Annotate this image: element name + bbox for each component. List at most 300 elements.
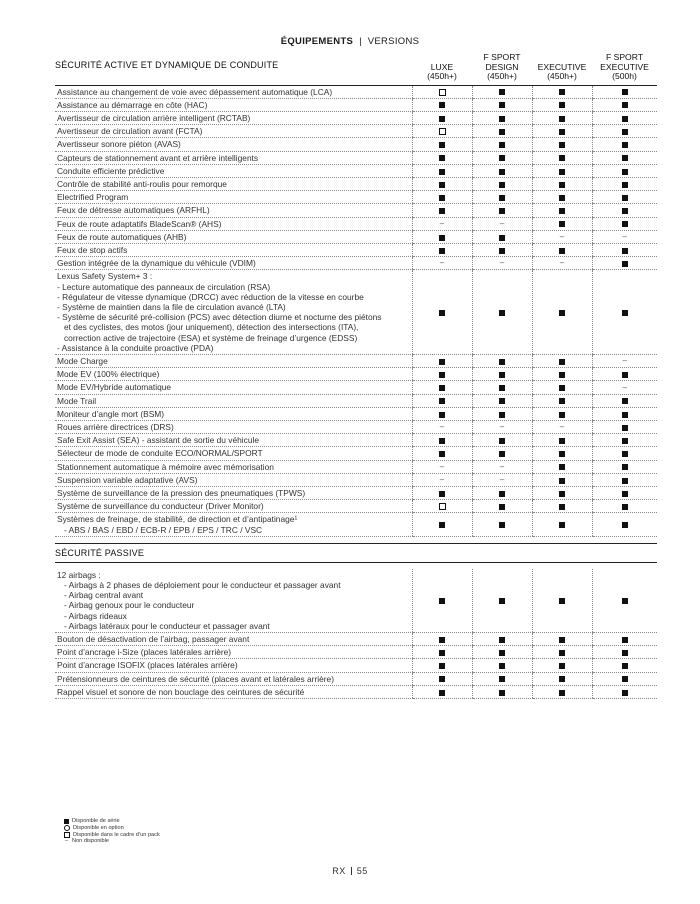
availability-cell (412, 368, 472, 381)
standard-square-icon (622, 102, 628, 108)
legend-item (64, 818, 160, 825)
feature-label-line: Avertisseur sonore piéton (AVAS) (57, 139, 181, 150)
standard-square-icon (439, 248, 445, 254)
standard-square-icon (559, 142, 565, 148)
table-row (55, 447, 657, 460)
standard-square-icon (499, 129, 505, 135)
standard-square-icon (622, 221, 628, 227)
availability-cell (592, 500, 657, 513)
availability-cell (592, 151, 657, 164)
feature-label (55, 204, 412, 217)
availability-cell (412, 685, 472, 698)
table-row (55, 125, 657, 138)
column-header-line: EXECUTIVE (600, 61, 649, 72)
feature-label-line: Système de surveillance de la pression des pneumatiques (TPWS) (57, 488, 306, 498)
availability-cell (472, 111, 532, 124)
availability-cell (472, 447, 532, 460)
standard-square-icon (559, 663, 565, 669)
availability-cell (412, 381, 472, 394)
availability-cell (412, 354, 472, 367)
standard-square-icon (499, 182, 505, 188)
availability-cell (412, 434, 472, 447)
standard-square-icon (622, 425, 628, 431)
standard-square-icon (559, 195, 565, 201)
availability-cell (412, 513, 472, 536)
feature-label-line: - Régulateur de vitesse dynamique (DRCC) avec réduction de la vitesse en courbe (57, 291, 364, 302)
availability-cell (532, 685, 592, 698)
pack-square-outline-icon (439, 128, 446, 135)
not-available-dash-icon: – (439, 475, 445, 485)
availability-cell (472, 230, 532, 243)
standard-square-icon (499, 248, 505, 254)
table-row (55, 191, 657, 204)
availability-cell (472, 659, 532, 672)
standard-square-icon (622, 116, 628, 122)
not-available-dash-icon: – (559, 258, 565, 268)
availability-cell (412, 243, 472, 256)
availability-cell (592, 447, 657, 460)
availability-cell (592, 394, 657, 407)
availability-cell (592, 659, 657, 672)
standard-square-icon (559, 129, 565, 135)
table-row (55, 217, 657, 230)
legend-text: Disponible de série (72, 818, 120, 824)
standard-square-icon (622, 248, 628, 254)
standard-square-icon (499, 637, 505, 643)
legend-item (64, 825, 160, 832)
column-header-line: LUXE (430, 61, 454, 72)
section-title-passive: SÉCURITÉ PASSIVE (55, 543, 657, 562)
standard-square-icon (499, 372, 505, 378)
availability-cell (472, 420, 532, 433)
standard-square-icon (622, 650, 628, 656)
feature-label-line: Electrified Program (57, 192, 129, 203)
standard-square-icon (622, 195, 628, 201)
standard-square-icon (499, 451, 505, 457)
table-row (55, 270, 657, 355)
standard-square-icon (622, 690, 628, 696)
feature-label (55, 633, 412, 646)
table-row (55, 407, 657, 420)
feature-label-line: Assistance au démarrage en côte (HAC) (57, 99, 208, 110)
table-row (55, 685, 657, 698)
feature-label-line: Roues arrière directrices (DRS) (57, 421, 174, 432)
feature-label (55, 354, 412, 367)
standard-square-icon (622, 182, 628, 188)
standard-square-icon (559, 169, 565, 175)
standard-square-icon (559, 504, 565, 510)
standard-square-icon (439, 676, 445, 682)
availability-cell (472, 204, 532, 217)
feature-label-line: Moniteur d’angle mort (BSM) (57, 408, 165, 419)
standard-square-icon (559, 690, 565, 696)
standard-square-icon (499, 663, 505, 669)
feature-label-line: Feux de stop actifs (57, 244, 128, 255)
column-header-line: DESIGN (485, 61, 519, 72)
column-header-line: (500h) (612, 71, 637, 82)
standard-square-icon (622, 663, 628, 669)
standard-square-icon (439, 438, 445, 444)
availability-cell (472, 243, 532, 256)
availability-cell (592, 243, 657, 256)
standard-square-icon (622, 261, 628, 267)
availability-cell (532, 164, 592, 177)
availability-cell (412, 111, 472, 124)
standard-square-icon (622, 676, 628, 682)
availability-cell (532, 217, 592, 230)
column-header-luxe (412, 52, 472, 85)
availability-cell (412, 230, 472, 243)
table-row (55, 513, 657, 536)
availability-cell (412, 473, 472, 486)
footer-model: RX (332, 866, 346, 876)
section-spacer-cell (55, 536, 657, 543)
standard-square-icon (559, 412, 565, 418)
availability-cell (592, 381, 657, 394)
not-available-dash-icon: – (622, 356, 627, 366)
availability-cell (412, 460, 472, 473)
standard-square-icon (622, 464, 628, 470)
standard-square-icon (622, 129, 628, 135)
feature-label-line: - Airbags latéraux pour le conducteur et passager avant (57, 620, 270, 631)
standard-square-icon (622, 598, 628, 604)
feature-label-line: Point d’ancrage ISOFIX (places latérales arrière) (57, 660, 238, 671)
standard-square-icon (439, 451, 445, 457)
feature-label-line: Gestion intégrée de la dynamique du véhicule (VDIM) (57, 258, 256, 269)
availability-cell (472, 513, 532, 536)
availability-cell (412, 204, 472, 217)
feature-label (55, 460, 412, 473)
standard-square-icon (559, 491, 565, 497)
availability-cell (592, 368, 657, 381)
standard-square-icon (559, 221, 565, 227)
feature-label-line: Mode EV (100% électrique) (57, 369, 160, 380)
availability-cell (592, 354, 657, 367)
standard-square-icon (559, 637, 565, 643)
not-available-dash-icon: – (64, 838, 69, 845)
standard-square-icon (559, 598, 565, 604)
standard-square-icon (559, 116, 565, 122)
availability-cell (592, 191, 657, 204)
feature-label-line: Lexus Safety System+ 3 : (57, 271, 153, 282)
not-available-dash-icon: – (499, 475, 505, 485)
availability-cell (412, 394, 472, 407)
feature-label-line: - Airbags rideaux (57, 610, 127, 621)
table-row (55, 473, 657, 486)
availability-cell (532, 368, 592, 381)
feature-label (55, 230, 412, 243)
availability-cell (592, 569, 657, 633)
availability-cell (472, 125, 532, 138)
standard-square-icon (499, 116, 505, 122)
pack-square-outline-icon (439, 89, 446, 96)
availability-cell (472, 191, 532, 204)
availability-cell (472, 394, 532, 407)
standard-square-icon (439, 182, 445, 188)
feature-label (55, 98, 412, 111)
availability-cell (532, 98, 592, 111)
availability-cell (532, 111, 592, 124)
column-header-line: F SPORT (605, 52, 644, 63)
availability-cell (532, 473, 592, 486)
table-row (55, 177, 657, 190)
legend-text: Non disponible (72, 838, 110, 845)
availability-cell (412, 646, 472, 659)
availability-cell (412, 420, 472, 433)
feature-label (55, 177, 412, 190)
standard-square-icon (499, 89, 505, 95)
feature-label (55, 368, 412, 381)
feature-label (55, 164, 412, 177)
availability-cell (472, 151, 532, 164)
availability-cell (592, 85, 657, 98)
standard-square-icon (499, 412, 505, 418)
table-row (55, 230, 657, 243)
standard-square-icon (622, 310, 628, 316)
standard-square-icon (439, 690, 445, 696)
page-number: 55 (356, 866, 368, 876)
feature-label-line: Capteurs de stationnement avant et arrière intelligents (57, 152, 259, 163)
not-available-dash-icon: – (622, 232, 627, 242)
availability-cell (532, 151, 592, 164)
availability-cell (472, 672, 532, 685)
availability-cell (472, 685, 532, 698)
table-row (55, 138, 657, 151)
standard-square-icon (499, 438, 505, 444)
feature-label-line: Sélecteur de mode de conduite ECO/NORMAL/SPORT (57, 448, 263, 459)
standard-square-icon (559, 398, 565, 404)
standard-square-icon (622, 169, 628, 175)
legend-text: Disponible en option (73, 824, 124, 831)
availability-cell (532, 191, 592, 204)
feature-label-line: et des cyclistes, des motos (jour uniquement), détection des intersections (ITA), (57, 322, 359, 333)
availability-cell (592, 407, 657, 420)
availability-cell (592, 685, 657, 698)
availability-cell (412, 151, 472, 164)
feature-label (55, 487, 412, 500)
standard-square-icon (622, 504, 628, 510)
availability-cell (532, 646, 592, 659)
table-row (55, 500, 657, 513)
availability-cell (412, 138, 472, 151)
table-row (55, 257, 657, 270)
availability-cell (532, 434, 592, 447)
standard-square-icon (622, 155, 628, 161)
availability-cell (472, 217, 532, 230)
standard-square-icon (622, 412, 628, 418)
feature-label-line: Stationnement automatique à mémoire avec mémorisation (57, 461, 274, 472)
table-row (55, 460, 657, 473)
standard-square-icon (439, 522, 445, 528)
feature-label (55, 434, 412, 447)
feature-label (55, 191, 412, 204)
pack-square-outline-icon (439, 503, 446, 510)
option-circle-outline-icon (64, 825, 70, 831)
feature-label (55, 270, 412, 355)
availability-cell (592, 204, 657, 217)
standard-square-icon (499, 359, 505, 365)
feature-label-line: - Système de maintien dans la file de circulation avancé (LTA) (57, 301, 286, 312)
standard-square-icon (622, 398, 628, 404)
standard-square-icon (439, 598, 445, 604)
availability-cell (592, 473, 657, 486)
legend-item (64, 832, 160, 839)
availability-cell (472, 407, 532, 420)
standard-square-icon (622, 142, 628, 148)
availability-cell (412, 407, 472, 420)
feature-label-line: Contrôle de stabilité anti-roulis pour remorque (57, 178, 227, 189)
availability-cell (592, 125, 657, 138)
availability-cell (472, 85, 532, 98)
standard-square-icon (439, 102, 445, 108)
not-available-dash-icon: – (559, 232, 565, 242)
standard-square-icon (439, 398, 445, 404)
equipment-table (55, 52, 657, 699)
standard-square-icon (559, 676, 565, 682)
availability-cell (532, 85, 592, 98)
feature-label (55, 125, 412, 138)
section-header-row (55, 543, 657, 562)
standard-square-icon (499, 650, 505, 656)
feature-label-line: Système de surveillance du conducteur (Driver Monitor) (57, 501, 264, 512)
feature-label (55, 407, 412, 420)
standard-square-icon (439, 208, 445, 214)
standard-square-icon (559, 451, 565, 457)
table-row (55, 633, 657, 646)
availability-cell (592, 98, 657, 111)
standard-square-icon (559, 650, 565, 656)
feature-label (55, 447, 412, 460)
table-row (55, 394, 657, 407)
page-header-subtitle: VERSIONS (367, 36, 420, 47)
availability-cell (592, 217, 657, 230)
feature-label-line: Avertisseur de circulation arrière intelligent (RCTAB) (57, 112, 251, 123)
column-header-line: EXECUTIVE (537, 61, 587, 72)
availability-cell (412, 177, 472, 190)
availability-cell (592, 513, 657, 536)
standard-square-icon (499, 208, 505, 214)
column-header-executive (532, 52, 592, 85)
not-available-dash-icon: – (499, 258, 505, 268)
table-row (55, 569, 657, 633)
standard-square-icon (559, 155, 565, 161)
standard-square-icon (559, 208, 565, 214)
standard-square-icon (622, 478, 628, 484)
feature-label-line: - Lecture automatique des panneaux de circulation (RSA) (57, 281, 271, 292)
standard-square-icon (622, 491, 628, 497)
table-row (55, 354, 657, 367)
footer-separator (351, 867, 352, 875)
availability-cell (472, 98, 532, 111)
table-row (55, 434, 657, 447)
availability-cell (412, 217, 472, 230)
feature-label (55, 381, 412, 394)
feature-label (55, 646, 412, 659)
availability-cell (532, 633, 592, 646)
feature-label-line: - Airbag central avant (57, 590, 144, 601)
availability-cell (592, 420, 657, 433)
availability-cell (472, 164, 532, 177)
standard-square-icon (559, 464, 565, 470)
standard-square-icon (499, 491, 505, 497)
availability-cell (532, 138, 592, 151)
standard-square-icon (499, 522, 505, 528)
feature-label (55, 243, 412, 256)
feature-label (55, 473, 412, 486)
table-row (55, 85, 657, 98)
feature-label-line: correction active de trajectoire (ESA) et système de freinage d’urgence (EDSS) (57, 332, 358, 343)
availability-cell (532, 177, 592, 190)
availability-cell (412, 659, 472, 672)
legend (64, 818, 160, 845)
feature-label-line: Feux de détresse automatiques (ARFHL) (57, 205, 210, 216)
availability-cell (532, 270, 592, 355)
standard-square-icon (499, 142, 505, 148)
standard-square-icon (499, 398, 505, 404)
availability-cell (592, 230, 657, 243)
availability-cell (592, 672, 657, 685)
feature-label-line: - Airbags à 2 phases de déploiement pour le conducteur et passager avant (57, 580, 341, 591)
not-available-dash-icon: – (499, 422, 505, 432)
feature-label (55, 659, 412, 672)
availability-cell (532, 672, 592, 685)
availability-cell (472, 257, 532, 270)
standard-square-icon (499, 598, 505, 604)
standard-square-icon (499, 102, 505, 108)
feature-label (55, 257, 412, 270)
table-row (55, 672, 657, 685)
feature-label (55, 513, 412, 536)
table-row (55, 164, 657, 177)
feature-label (55, 500, 412, 513)
standard-square-icon (559, 438, 565, 444)
feature-label-line: 12 airbags : (57, 569, 101, 580)
availability-cell (532, 447, 592, 460)
availability-cell (472, 500, 532, 513)
feature-label-line: Safe Exit Assist (SEA) - assistant de sortie du véhicule (57, 435, 260, 446)
feature-label (55, 420, 412, 433)
column-header-line: (450h+) (427, 71, 457, 82)
feature-label-line: Systèmes de freinage, de stabilité, de direction et d’antipatinage¹ (57, 514, 298, 525)
standard-square-icon (499, 310, 505, 316)
table-body (55, 85, 657, 699)
not-available-dash-icon: – (499, 461, 505, 471)
availability-cell (412, 270, 472, 355)
standard-square-icon (622, 89, 628, 95)
standard-square-icon (559, 522, 565, 528)
standard-square-icon (439, 155, 445, 161)
page-header (0, 36, 700, 47)
standard-square-icon (559, 182, 565, 188)
standard-square-icon (622, 451, 628, 457)
standard-square-icon (559, 478, 565, 484)
standard-square-icon (499, 155, 505, 161)
table-row (55, 381, 657, 394)
availability-cell (592, 257, 657, 270)
standard-square-icon (439, 195, 445, 201)
not-available-dash-icon: – (622, 382, 627, 392)
availability-cell (532, 354, 592, 367)
standard-square-icon (439, 372, 445, 378)
feature-label-line: Avertisseur de circulation avant (FCTA) (57, 126, 203, 137)
legend-item (64, 838, 160, 845)
column-header-line: (450h+) (547, 71, 577, 82)
standard-square-icon (439, 663, 445, 669)
feature-label-line: Mode Trail (57, 395, 97, 406)
feature-label (55, 85, 412, 98)
feature-label-line: Feux de route adaptatifs BladeScan® (AHS) (57, 218, 222, 229)
availability-cell (532, 257, 592, 270)
